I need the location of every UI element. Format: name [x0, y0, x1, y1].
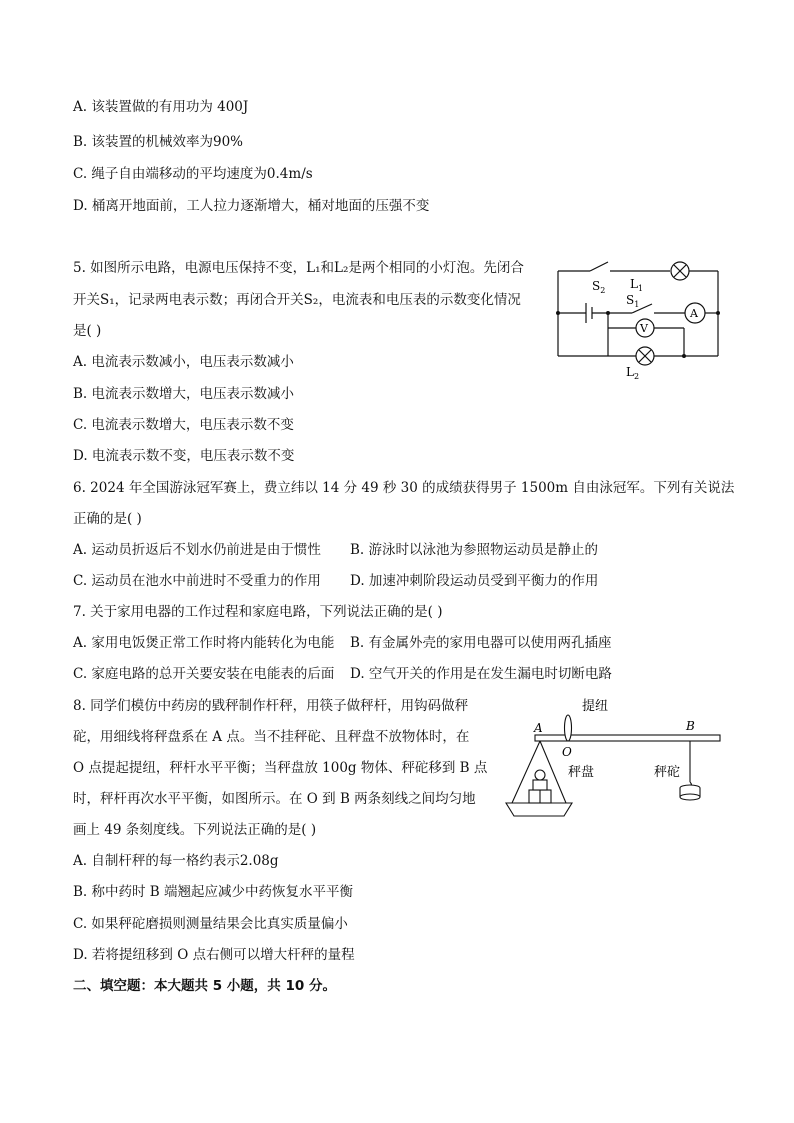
q4-option-a: A. 该装置做的有用功为 400J: [73, 99, 249, 115]
q6-option-b: B. 游泳时以泳池为参照物运动员是静止的: [350, 542, 599, 558]
q8-option-b: B. 称中药时 B 端翘起应减少中药恢复水平平衡: [73, 884, 354, 900]
q7-option-a: A. 家用电饭煲正常工作时将内能转化为电能: [73, 635, 335, 651]
q6-stem-line2: 正确的是( ): [73, 511, 142, 527]
q8-option-d: D. 若将提纽移到 O 点右侧可以增大杆秤的量程: [73, 947, 355, 963]
point-a-label: A: [534, 721, 543, 735]
q7-option-d: D. 空气开关的作用是在发生漏电时切断电路: [350, 666, 612, 682]
q5-l2-label: $L_2$: [626, 365, 640, 381]
point-b-label: B: [686, 719, 695, 733]
section-2-heading: 二、填空题：本大题共 5 小题，共 10 分。: [73, 978, 336, 994]
tiniu-label: 提纽: [582, 699, 609, 714]
q8-stem-line2: 砣，用细线将秤盘系在 A 点。当不挂秤砣、且秤盘不放物体时，在: [73, 729, 470, 745]
q8-stem-line5: 画上 49 条刻度线。下列说法正确的是( ): [73, 822, 317, 838]
q5-stem-line1: 5. 如图所示电路，电源电压保持不变，L₁和L₂是两个相同的小灯泡。先闭合: [73, 260, 524, 276]
q6-stem-line1: 6. 2024 年全国游泳冠军赛上，费立纬以 14 分 49 秒 30 的成绩获得男子 1500m 自由泳冠军。下列有关说法: [73, 480, 735, 496]
q5-s2-label: $S_2$: [592, 279, 606, 295]
q5-stem-line2: 开关S₁，记录两电表示数；再闭合开关S₂，电流表和电压表的示数变化情况: [73, 292, 521, 308]
q6-option-d: D. 加速冲刺阶段运动员受到平衡力的作用: [350, 573, 599, 589]
q8-stem-line1: 8. 同学们模仿中药房的戥秤制作杆秤，用筷子做秤杆，用钩码做秤: [73, 698, 469, 714]
q5-option-c: C. 电流表示数增大，电压表示数不变: [73, 417, 294, 433]
q7-stem: 7. 关于家用电器的工作过程和家庭电路，下列说法正确的是( ): [73, 604, 443, 620]
voltmeter-label: V: [640, 322, 648, 335]
q4-option-c: C. 绳子自由端移动的平均速度为0.4m/s: [73, 166, 313, 182]
q4-option-d: D. 桶离开地面前，工人拉力逐渐增大，桶对地面的压强不变: [73, 198, 430, 214]
q5-s1-label: $S_1$: [626, 293, 640, 309]
q5-option-d: D. 电流表示数不变，电压表示数不变: [73, 448, 295, 464]
weight-label: 秤砣: [654, 765, 681, 780]
q8-stem-line4: 时，秤杆再次水平平衡，如图所示。在 O 到 B 两条刻线之间均匀地: [73, 791, 476, 807]
q6-option-a: A. 运动员折返后不划水仍前进是由于惯性: [73, 542, 321, 558]
q8-option-c: C. 如果秤砣磨损则测量结果会比真实质量偏小: [73, 916, 348, 932]
q8-option-a: A. 自制杆秤的每一格约表示2.08g: [73, 853, 279, 869]
point-o-label: O: [562, 745, 572, 759]
q7-option-b: B. 有金属外壳的家用电器可以使用两孔插座: [350, 635, 612, 651]
q5-stem-line3: 是( ): [73, 323, 102, 339]
q4-option-b: B. 该装置的机械效率为90%: [73, 134, 244, 150]
q6-option-c: C. 运动员在池水中前进时不受重力的作用: [73, 573, 321, 589]
q8-stem-line3: O 点提起提纽，秤杆水平平衡；当秤盘放 100g 物体、秤砣移到 B 点: [73, 760, 488, 776]
q5-option-b: B. 电流表示数增大，电压表示数减小: [73, 386, 295, 402]
q5-option-a: A. 电流表示数减小，电压表示数减小: [73, 354, 294, 370]
q5-circuit-diagram: [550, 258, 730, 382]
q7-option-c: C. 家庭电路的总开关要安装在电能表的后面: [73, 666, 335, 682]
pan-label: 秤盘: [568, 765, 595, 780]
q5-l1-label: $L_1$: [630, 277, 644, 293]
q8-steelyard-diagram: [500, 690, 730, 840]
ammeter-label: A: [690, 307, 698, 320]
